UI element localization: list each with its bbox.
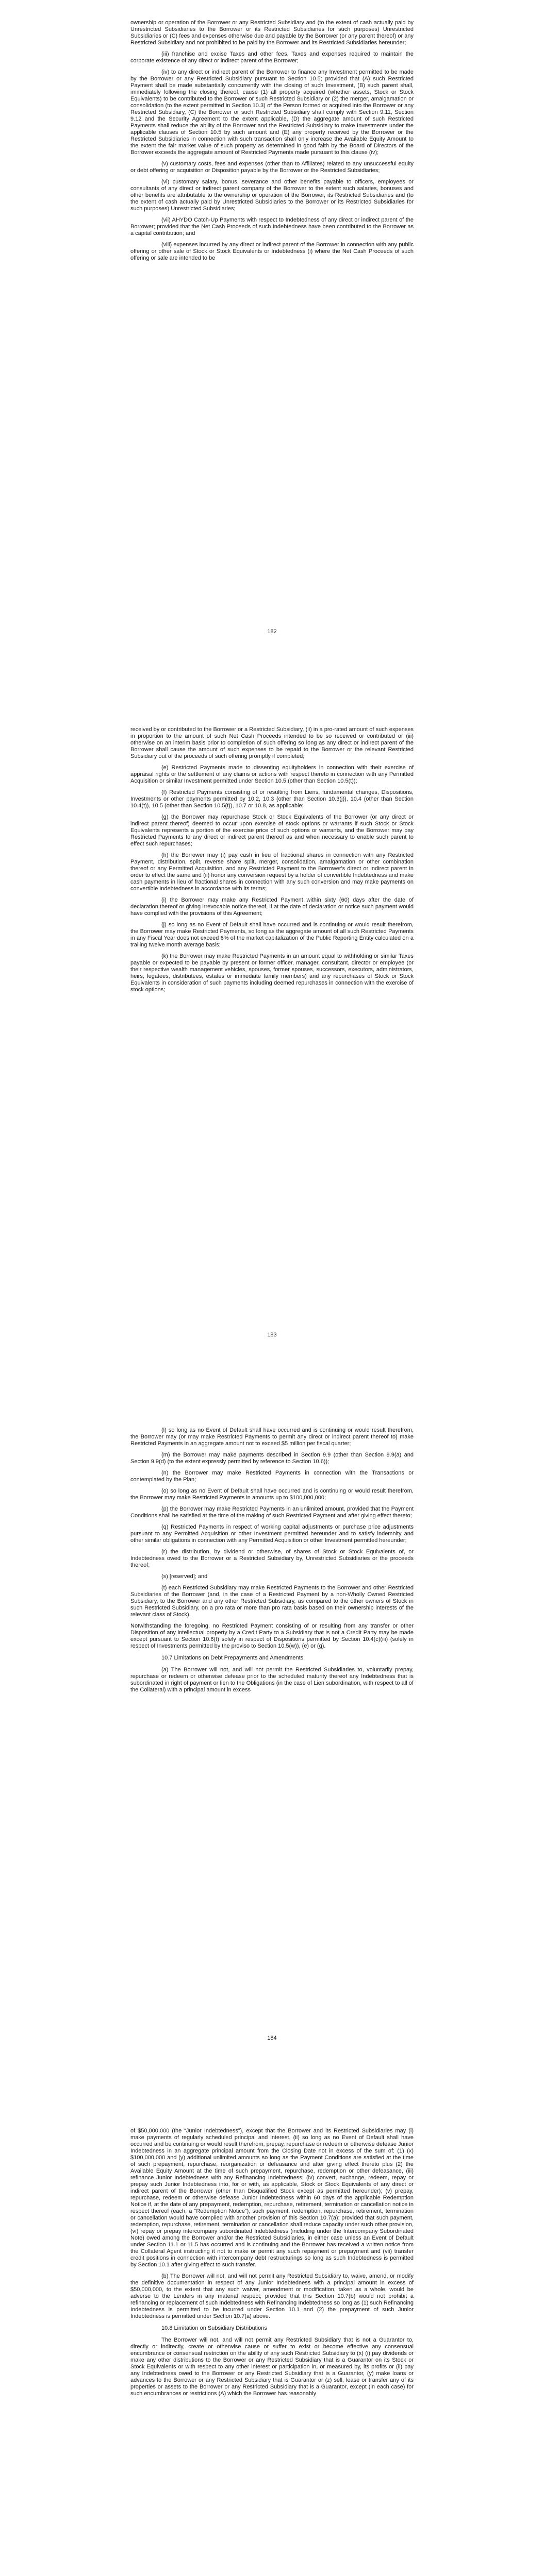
page-182 [0,0,544,703]
page-number: 183 [267,1332,277,1338]
paragraph: (g) the Borrower may repurchase Stock or Stock Equivalents of the Borrower (or any direct or indirect parent thereof) deemed to occur upon exercise of stock options or warrants if such Stock or Stock Equivalents represents a portion of the exercise price of such options or warrants, and the Borrower may pay Restricted Payments to any direct or indirect parent thereof as and when necessary to enable such parent to effect such repurchases; [130,814,414,847]
paragraph: (t) each Restricted Subsidiary may make Restricted Payments to the Borrower and other Restricted Subsidiaries of the Borrower (and, in the case of a Restricted Payment by a non-Wholly Owned Restricted Subsidiary, to the Borrower and any other Restricted Subsidiary, as compared to the other owners of Stock in such Restricted Subsidiary, on a pro rata or more than pro rata basis based on their ownership interests of the relevant class of Stock). [130,1585,414,1618]
paragraph: (e) Restricted Payments made to dissenting equityholders in connection with their exercise of appraisal rights or the settlement of any claims or actions with respect thereto in connection with any Permitted Acquisition or similar Investment permitted under Section 10.5 (other than Section 10.5(t)); [130,765,414,784]
page-184 [0,1406,544,2110]
paragraph: (k) the Borrower may make Restricted Payments in an amount equal to withholding or similar Taxes payable or expected to be payable by present or former officer, manager, consultant, director or employee (or their respective wealth management vehicles, spouses, former spouses, successors, executors, administrators, heirs, legatees, distributees, estates or immediate family members) and any repurchases of Stock or Stock Equivalents in consideration of such payments including deemed repurchases in connection with the exercise of stock options; [130,953,414,993]
section-heading: 10.8 Limitation on Subsidiary Distributions [161,2325,267,2331]
paragraph: (l) so long as no Event of Default shall have occurred and is continuing or would result therefrom, the Borrower may (or may make Restricted Payments to permit any direct or indirect parent thereof to) make Restricted Payments in an aggregate amount not to exceed $5 million per fiscal quarter; [130,1427,414,1447]
paragraph: (j) so long as no Event of Default shall have occurred and is continuing or would result therefrom, the Borrower may make Restricted Payments, so long as the aggregate amount of all such Restricted Payments in any Fiscal Year does not exceed 6% of the market capitalization of the Public Reporting Entity calculated on a trailing twelve month average basis; [130,922,414,948]
paragraph: Notwithstanding the foregoing, no Restricted Payment consisting of or resulting from any transfer or other Disposition of any intellectual property by a Credit Party to a Subsidiary that is not a Credit Party may be made except pursuant to Section 10.6(f) solely in respect of Dispositions permitted by Section 10.4(c)(iii) (solely in respect of Investments permitted by the proviso to Section 10.5(w)), (e) or (g). [130,1623,414,1649]
paragraph: (o) so long as no Event of Default shall have occurred and is continuing or would result therefrom, the Borrower may make Restricted Payments in amounts up to $100,000,000; [130,1488,414,1501]
paragraph: (viii) expenses incurred by any direct or indirect parent of the Borrower in connection with any public offering or other sale of Stock or Stock Equivalents or Indebtedness (i) where the Net Cash Proceeds of such offering or sale are intended to be [130,242,414,261]
paragraph: ownership or operation of the Borrower or any Restricted Subsidiary and (to the extent of cash actually paid by Unrestricted Subsidiaries to the Borrower or its Restricted Subsidiaries for such purposes) Unrestricted Subsidiaries or (C) fees and expenses otherwise due and payable by the Borrower (or any parent thereof) or any Restricted Subsidiary and not prohibited to be paid by the Borrower and its Restricted Subsidiaries hereunder; [130,20,414,46]
paragraph: (n) the Borrower may make Restricted Payments in connection with the Transactions or contemplated by the Plan; [130,1470,414,1483]
paragraph: (p) the Borrower may make Restricted Payments in an unlimited amount, provided that the Payment Conditions shall be satisfied at the time of the making of such Restricted Payment and after giving effect thereto; [130,1506,414,1519]
section-heading: 10.7 Limitations on Debt Prepayments and Amendments [161,1655,304,1661]
page-185 [0,2110,544,2576]
paragraph: (q) Restricted Payments in respect of working capital adjustments or purchase price adjustments pursuant to any Permitted Acquisition or other Investment permitted hereunder and to satisfy indemnity and other similar obligations in connection with any Permitted Acquisition or other Investment permitted hereunder; [130,1524,414,1544]
paragraph: received by or contributed to the Borrower or a Restricted Subsidiary, (ii) in a pro-rated amount of such expenses in proportion to the amount of such Net Cash Proceeds intended to be so received or contributed or (iii) otherwise on an interim basis prior to completion of such offering so long as any direct or indirect parent of the Borrower shall cause the amount of such expenses to be repaid to the Borrower or the relevant Restricted Subsidiary out of the proceeds of such offering promptly if completed; [130,726,414,759]
paragraph: (m) the Borrower may make payments described in Section 9.9 (other than Section 9.9(a) and Section 9.9(d) (to the extent expressly permitted by reference to Section 10.6)); [130,1452,414,1465]
paragraph: of $50,000,000 (the “Junior Indebtedness”), except that the Borrower and its Restricted Subsidiaries may (i) make payments of regularly scheduled principal and interest, (ii) so long as no Event of Default shall have occurred and be continuing or would result therefrom, prepay, repurchase or redeem or otherwise defease Junior Indebtedness in an aggregate principal amount from the Closing Date not in excess of the sum of: (1) (x) $100,000,000 and (y) additional unlimited amounts so long as the Payment Conditions are satisfied at the time of such prepayment, repurchase, reorganization or defeasance and after giving effect thereto plus (2) the Available Equity Amount at the time of such prepayment, repurchase, redemption or other defeasance, (iii) refinance Junior Indebtedness with any Refinancing Indebtedness; (iv) convert, exchange, redeem, repay or prepay such Junior Indebtedness into, for or with, as applicable, Stock or Stock Equivalents of any direct or indirect parent of the Borrower (other than Disqualified Stock except as permitted hereunder); (v) prepay, repurchase, redeem or otherwise defease Junior Indebtedness within 60 days of the applicable Redemption Notice if, at the date of any prepayment, redemption, repurchase, retirement, termination or cancellation notice in respect thereof (each, a “Redemption Notice”), such payment, redemption, repurchase, retirement, termination or cancellation would have complied with another provision of this Section 10.7(a); provided that such payment, redemption, repurchase, retirement, termination or cancellation shall reduce capacity under such other provision, (vi) repay or prepay intercompany subordinated Indebtedness (including under the Intercompany Subordinated Note) owed among the Borrower and/or the Restricted Subsidiaries, in either case unless an Event of Default under Section 11.1 or 11.5 has occurred and is continuing and the Borrower has received a written notice from the Collateral Agent instructing it not to make or permit any such repayment or prepayment and (vii) transfer credit positions in connection with intercompany debt restructurings so long as such Indebtedness is permitted by Section 10.1 after giving effect to such transfer. [130,2128,414,2268]
paragraph: (r) the distribution, by dividend or otherwise, of shares of Stock or Stock Equivalents of, or Indebtedness owed to the Borrower or a Restricted Subsidiary by, Unrestricted Subsidiaries or the proceeds thereof; [130,1549,414,1568]
paragraph: (iii) franchise and excise Taxes and other fees, Taxes and expenses required to maintain the corporate existence of any direct or indirect parent of the Borrower; [130,51,414,64]
paragraph: (a) The Borrower will not, and will not permit the Restricted Subsidiaries to, voluntarily prepay, repurchase or redeem or otherwise defease prior to the scheduled maturity thereof any Indebtedness that is subordinated in right of payment or lien to the Obligations (in the case of Lien subordination, with respect to all of the Collateral) with a principal amount in excess [130,1667,414,1693]
paragraph: The Borrower will not, and will not permit any Restricted Subsidiary that is not a Guarantor to, directly or indirectly, create or otherwise cause or suffer to exist or become effective any consensual encumbrance or consensual restriction on the ability of any such Restricted Subsidiary to (x) (i) pay dividends or make any other distributions to the Borrower or any Restricted Subsidiary that is a Guarantor on its Stock or Stock Equivalents or with respect to any other interest or participation in, or measured by, its profits or (ii) pay any Indebtedness owed to the Borrower or any Restricted Subsidiary that is a Guarantor, (y) make loans or advances to the Borrower or any Restricted Subsidiary that is Guarantor or (z) sell, lease or transfer any of its properties or assets to the Borrower or any Restricted Subsidiary that is a Guarantor, except (in each case) for such encumbrances or restrictions (A) which the Borrower has reasonably [130,2337,414,2397]
paragraph: (f) Restricted Payments consisting of or resulting from Liens, fundamental changes, Dispositions, Investments or other payments permitted by 10.2, 10.3 (other than Section 10.3(j)), 10.4 (other than Section 10.4(t)), 10.5 (other than Section 10.5(t)), 10.7 or 10.8, as applicable; [130,789,414,809]
page-number: 182 [267,629,277,635]
paragraph: (vi) customary salary, bonus, severance and other benefits payable to officers, employees or consultants of any direct or indirect parent company of the Borrower to the extent such salaries, bonuses and other benefits are attributable to the ownership or operation of the Borrower, its Restricted Subsidiaries and (to the extent of cash actually paid by Unrestricted Subsidiaries to the Borrower or its Restricted Subsidiaries for such purposes) Unrestricted Subsidiaries; [130,179,414,212]
paragraph: (b) The Borrower will not, and will not permit any Restricted Subsidiary to, waive, amend, or modify the definitive documentation in respect of any Junior Indebtedness with a principal amount in excess of $50,000,000, to the extent that any such waiver, amendment or modification, taken as a whole, would be adverse to the Lenders in any material respect; provided that this Section 10.7(b) would not prohibit a refinancing or replacement of such Indebtedness with Refinancing Indebtedness so long as (1) such Refinancing Indebtedness is permitted to be incurred under Section 10.1 and (2) the prepayment of such Junior Indebtedness is permitted under Section 10.7(a) above. [130,2273,414,2319]
page-number: 184 [267,2035,277,2041]
paragraph: (iv) to any direct or indirect parent of the Borrower to finance any Investment permitted to be made by the Borrower or any Restricted Subsidiary pursuant to Section 10.5; provided that (A) such Restricted Payment shall be made substantially concurrently with the closing of such Investment, (B) such parent shall, immediately following the closing thereof, cause (1) all property acquired (whether assets, Stock or Stock Equivalents) to be contributed to the Borrower or such Restricted Subsidiary or (2) the merger, amalgamation or consolidation (to the extent permitted in Section 10.3) of the Person formed or acquired into the Borrower or any Restricted Subsidiary, (C) the Borrower or such Restricted Subsidiary shall comply with Section 9.11, Section 9.12 and the Security Agreement to the extent applicable, (D) the aggregate amount of such Restricted Payments shall reduce the ability of the Borrower and the Restricted Subsidiary to make Investments under the applicable clauses of Section 10.5 by such amount and (E) any property received by the Borrower or the Restricted Subsidiaries in connection with such transaction shall only increase the Available Equity Amount to the extent the fair market value of such property as determined in good faith by the Board of Directors of the Borrower exceeds the aggregate amount of Restricted Payments made pursuant to this clause (iv); [130,69,414,156]
paragraph: (vii) AHYDO Catch-Up Payments with respect to Indebtedness of any direct or indirect parent of the Borrower; provided that the Net Cash Proceeds of such Indebtedness have been contributed to the Borrower as a capital contribution; and [130,217,414,236]
paragraph: (i) the Borrower may make any Restricted Payment within sixty (60) days after the date of declaration thereof or giving irrevocable notice thereof, if at the date of declaration or notice such payment would have complied with the provisions of this Agreement; [130,897,414,917]
page-183 [0,703,544,1406]
paragraph: (h) the Borrower may (i) pay cash in lieu of fractional shares in connection with any Restricted Payment, distribution, split, reverse share split, merger, consolidation, amalgamation or other combination thereof or any Permitted Acquisition, and any Restricted Payment to the Borrower's direct or indirect parent in order to effect the same and (ii) honor any conversion request by a holder of convertible Indebtedness and make cash payments in lieu of fractional shares in connection with any such conversion and may make payments on convertible Indebtedness in accordance with its terms; [130,852,414,892]
paragraph: (v) customary costs, fees and expenses (other than to Affiliates) related to any unsuccessful equity or debt offering or acquisition or Disposition payable by the Borrower or the Restricted Subsidiaries; [130,161,414,174]
paragraph: (s) [reserved]; and [161,1573,208,1580]
